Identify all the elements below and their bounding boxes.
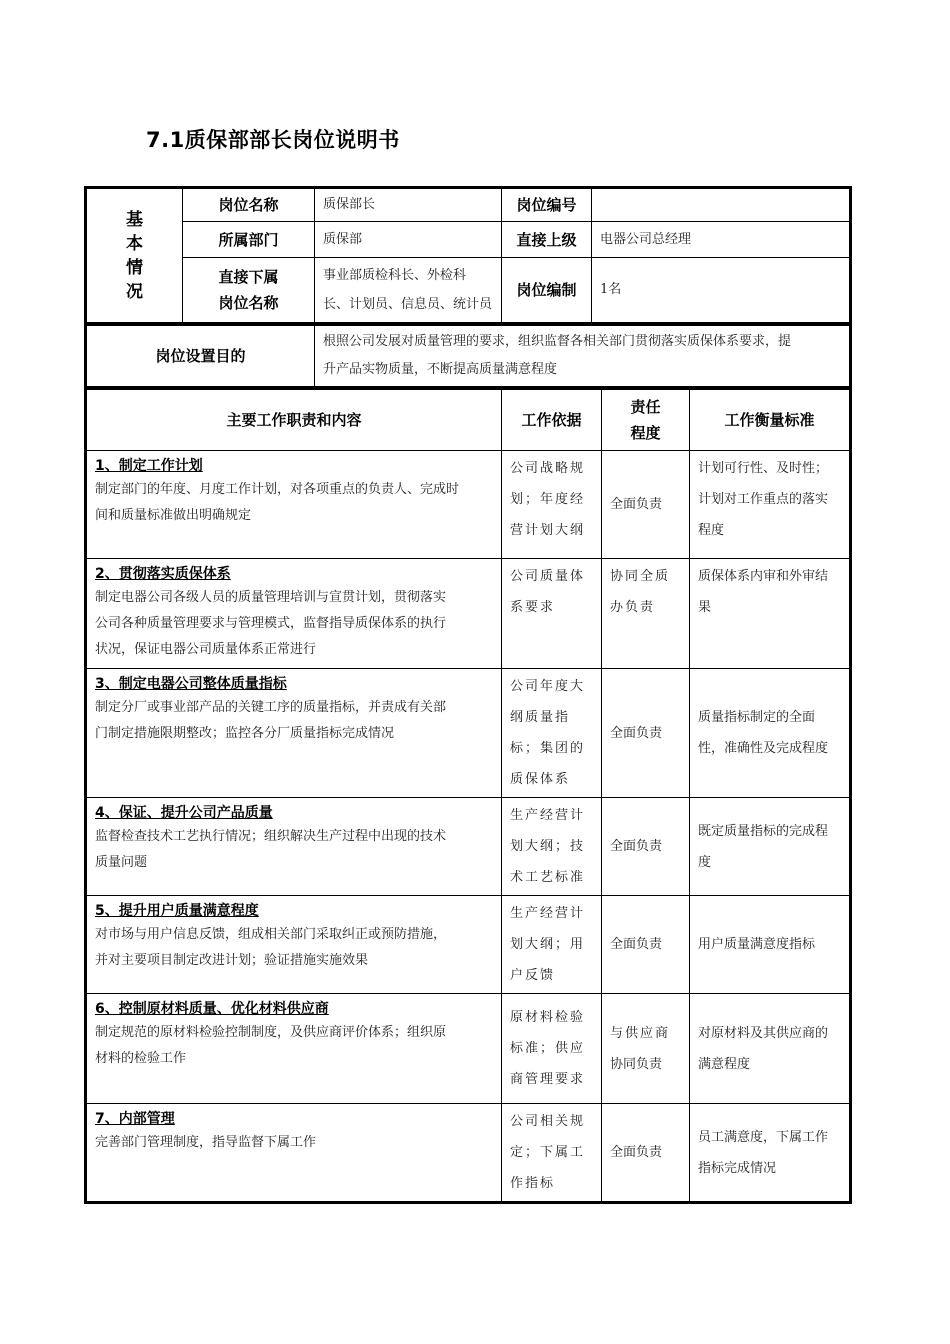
duties-header-responsibility: 责任 程度 xyxy=(602,390,690,451)
table-row xyxy=(86,669,851,798)
duty-basis: 原材料检验 标准；供应 商管理要求 xyxy=(502,994,602,1104)
position-name-label: 岗位名称 xyxy=(183,188,315,222)
subordinates-label: 直接下属 岗位名称 xyxy=(183,258,315,324)
basic-info-section-label: 基 本 情 况 xyxy=(86,188,183,324)
table-row xyxy=(86,559,851,669)
duty-standard: 既定质量指标的完成程 度 xyxy=(690,798,851,896)
duties-header-content: 主要工作职责和内容 xyxy=(86,390,502,451)
duty-basis: 公司相关规 定；下属工 作指标 xyxy=(502,1104,602,1203)
duty-responsibility: 协同全质 办负责 xyxy=(602,559,690,669)
duty-title: 7、内部管理 xyxy=(95,1111,175,1127)
duty-basis: 公司质量体 系要求 xyxy=(502,559,602,669)
duty-standard: 对原材料及其供应商的 满意程度 xyxy=(690,994,851,1104)
purpose-table xyxy=(84,325,852,389)
duty-content: 7、内部管理 完善部门管理制度，指导监督下属工作 xyxy=(86,1104,502,1203)
duty-content: 1、制定工作计划 制定部门的年度、月度工作计划，对各项重点的负责人、完成时 间和质量标准做出明确规定 xyxy=(86,451,502,559)
duty-responsibility: 与供应商 协同负责 xyxy=(602,994,690,1104)
department-label: 所属部门 xyxy=(183,222,315,258)
job-description-sheet xyxy=(84,186,852,1204)
page-title: 7.1质保部部长岗位说明书 xyxy=(146,128,400,152)
table-row xyxy=(86,896,851,994)
direct-superior-label: 直接上级 xyxy=(502,222,592,258)
duty-title: 3、制定电器公司整体质量指标 xyxy=(95,676,287,692)
headcount-value: 1名 xyxy=(592,258,851,324)
duty-content: 4、保证、提升公司产品质量 监督检查技术工艺执行情况；组织解决生产过程中出现的技术 质量问题 xyxy=(86,798,502,896)
department-value: 质保部 xyxy=(315,222,502,258)
duties-header-basis: 工作依据 xyxy=(502,390,602,451)
duty-standard: 质保体系内审和外审结 果 xyxy=(690,559,851,669)
duty-basis: 生产经营计 划大纲；用 户反馈 xyxy=(502,896,602,994)
duty-title: 1、制定工作计划 xyxy=(95,458,203,474)
table-row xyxy=(86,1104,851,1203)
duties-table xyxy=(84,389,852,1204)
duty-title: 5、提升用户质量满意程度 xyxy=(95,903,259,919)
duty-title: 6、控制原材料质量、优化材料供应商 xyxy=(95,1001,329,1017)
duties-header-standard: 工作衡量标准 xyxy=(690,390,851,451)
duty-content: 2、贯彻落实质保体系 制定电器公司各级人员的质量管理培训与宣贯计划，贯彻落实 公司各种质量管理要求与管理模式，监督指导质保体系的执行 状况，保证电器公司质量体系正常进行 xyxy=(86,559,502,669)
duty-standard: 员工满意度，下属工作 指标完成情况 xyxy=(690,1104,851,1203)
duty-responsibility: 全面负责 xyxy=(602,896,690,994)
duty-standard: 用户质量满意度指标 xyxy=(690,896,851,994)
purpose-value: 根照公司发展对质量管理的要求，组织监督各相关部门贯彻落实质保体系要求，提 升产品实物质量，不断提高质量满意程度 xyxy=(315,326,851,388)
headcount-label: 岗位编制 xyxy=(502,258,592,324)
position-name-value: 质保部长 xyxy=(315,188,502,222)
table-row xyxy=(86,994,851,1104)
duty-standard: 质量指标制定的全面 性，准确性及完成程度 xyxy=(690,669,851,798)
position-code-label: 岗位编号 xyxy=(502,188,592,222)
subordinates-value: 事业部质检科长、外检科 长、计划员、信息员、统计员 xyxy=(315,258,502,324)
duty-basis: 公司战略规 划；年度经 营计划大纲 xyxy=(502,451,602,559)
basic-info-table xyxy=(84,186,852,325)
table-row xyxy=(86,451,851,559)
duty-basis: 公司年度大 纲质量指 标；集团的 质保体系 xyxy=(502,669,602,798)
direct-superior-value: 电器公司总经理 xyxy=(592,222,851,258)
duty-title: 2、贯彻落实质保体系 xyxy=(95,566,231,582)
table-row xyxy=(86,798,851,896)
duty-responsibility: 全面负责 xyxy=(602,798,690,896)
purpose-label: 岗位设置目的 xyxy=(86,326,315,388)
duty-title: 4、保证、提升公司产品质量 xyxy=(95,805,273,821)
duty-content: 5、提升用户质量满意程度 对市场与用户信息反馈，组成相关部门采取纠正或预防措施， 并对主要项目制定改进计划；验证措施实施效果 xyxy=(86,896,502,994)
duty-responsibility: 全面负责 xyxy=(602,1104,690,1203)
duty-content: 6、控制原材料质量、优化材料供应商 制定规范的原材料检验控制制度，及供应商评价体系；组织原 材料的检验工作 xyxy=(86,994,502,1104)
duty-standard: 计划可行性、及时性； 计划对工作重点的落实 程度 xyxy=(690,451,851,559)
position-code-value xyxy=(592,188,851,222)
duty-content: 3、制定电器公司整体质量指标 制定分厂或事业部产品的关键工序的质量指标，并责成有关部 门制定措施限期整改；监控各分厂质量指标完成情况 xyxy=(86,669,502,798)
duty-responsibility: 全面负责 xyxy=(602,451,690,559)
duty-responsibility: 全面负责 xyxy=(602,669,690,798)
duty-basis: 生产经营计 划大纲；技 术工艺标准 xyxy=(502,798,602,896)
